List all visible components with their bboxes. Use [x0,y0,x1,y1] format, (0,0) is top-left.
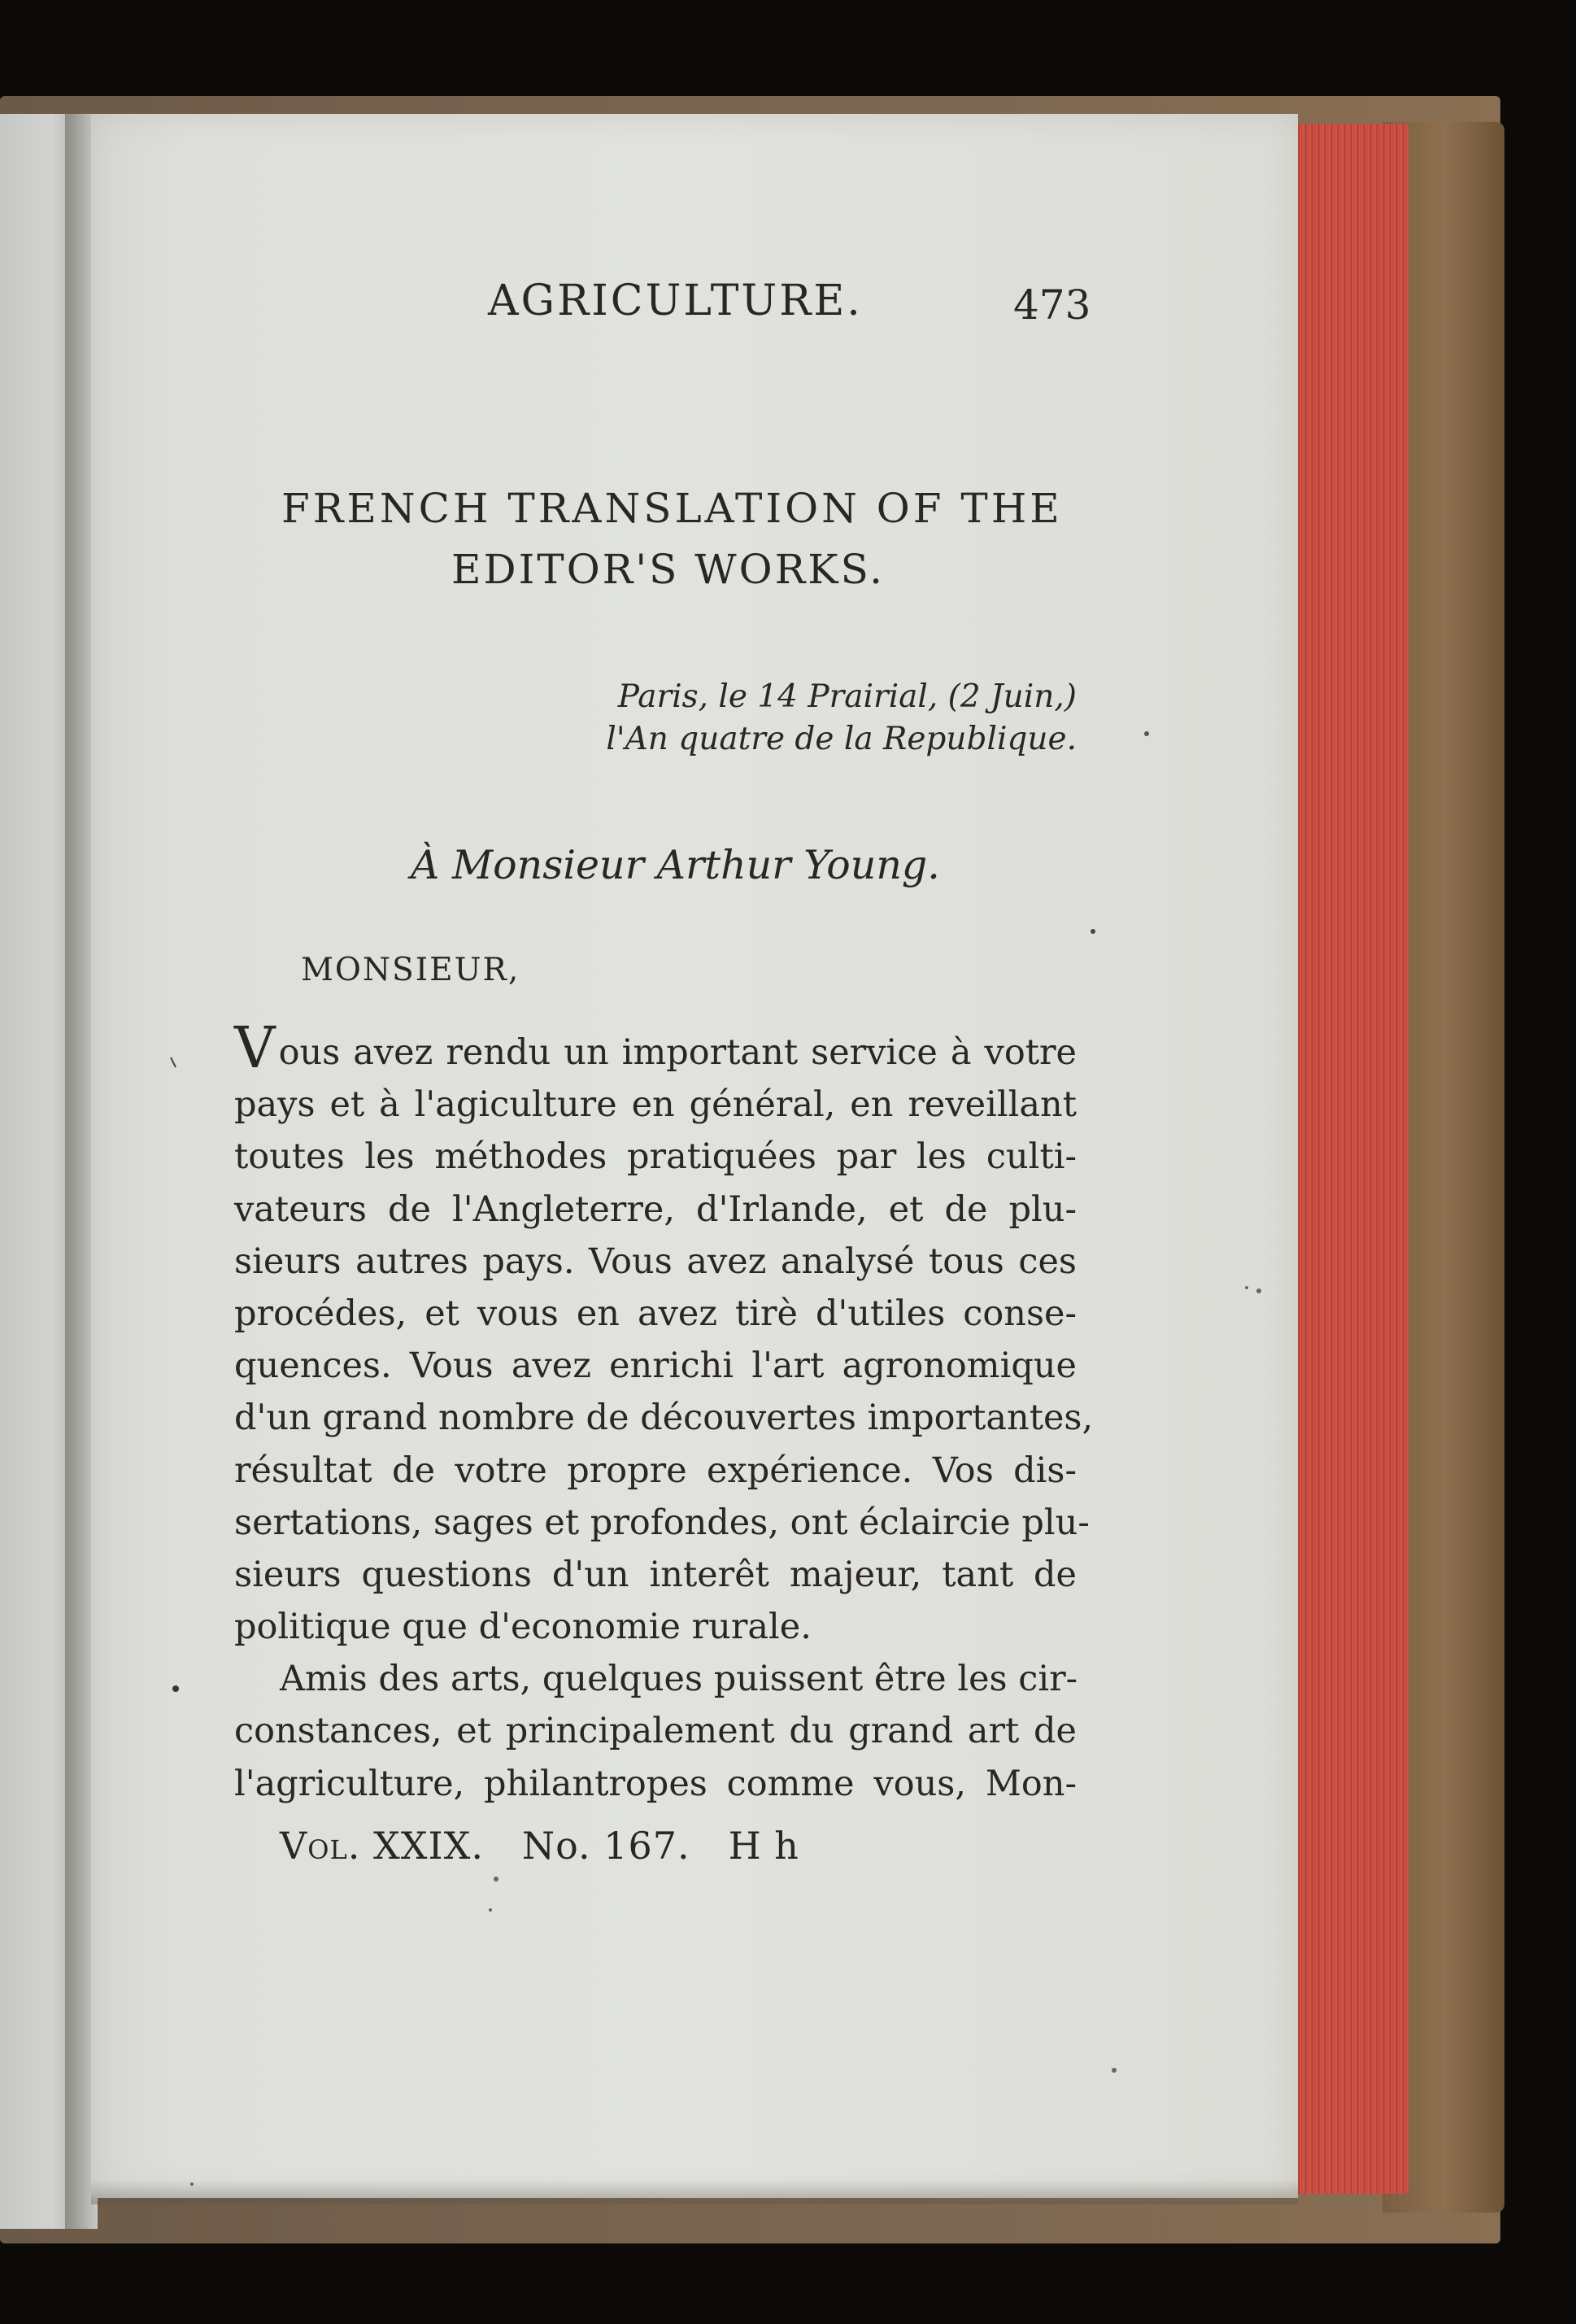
addressee: MONSIEUR, [301,952,520,988]
article-title-line-1: FRENCH TRANSLATION OF THE [281,485,1063,532]
letter-body [234,1014,1094,1810]
body-line [234,1014,1077,1081]
salutation: À Monsieur Arthur Young. [411,842,940,888]
body-line-text: ous avez rendu un important service à votre [278,1032,1077,1073]
signature-line [280,1824,799,1868]
body-line: sieurs questions d'un interêt majeur, tant de [234,1554,1077,1595]
body-line: constances, et principalement du grand art de [234,1711,1077,1752]
page-number: 473 [1013,281,1091,329]
body-line: procédes, et vous en avez tirè d'utiles conse- [234,1293,1077,1334]
body-line: l'agriculture, philantropes comme vous, Mon- [234,1763,1077,1804]
body-line: sertations, sages et profondes, ont éclaircie plu- [234,1502,1090,1543]
body-line: quences. Vous avez enrichi l'art agronomique [234,1345,1077,1387]
signature-mark: H h [728,1824,799,1868]
body-line: d'un grand nombre de découvertes importantes, [234,1397,1094,1439]
body-line: toutes les méthodes pratiquées par les culti- [234,1136,1077,1178]
issue-number: No. 167. [521,1824,690,1868]
article-title-line-2: EDITOR'S WORKS. [451,546,885,593]
body-line: sieurs autres pays. Vous avez analysé tous ces [234,1240,1077,1282]
running-head: AGRICULTURE. [488,277,863,325]
volume-number: XXIX. [372,1824,484,1868]
volume-label: Vol. [280,1824,361,1868]
body-line: vateurs de l'Angleterre, d'Irlande, et de plu- [234,1188,1077,1230]
dateline-line-1: Paris, le 14 Prairial, (2 Juin,) [617,678,1077,715]
body-line: pays et à l'agiculture en général, en reveillant [234,1084,1077,1126]
dateline-line-2: l'An quatre de la Republique. [606,721,1077,757]
body-line: Amis des arts, quelques puissent être les cir- [280,1659,1078,1700]
body-line: résultat de votre propre expérience. Vos dis- [234,1450,1077,1491]
body-line: politique que d'economie rurale. [234,1607,812,1648]
drop-cap: V [234,1014,276,1081]
